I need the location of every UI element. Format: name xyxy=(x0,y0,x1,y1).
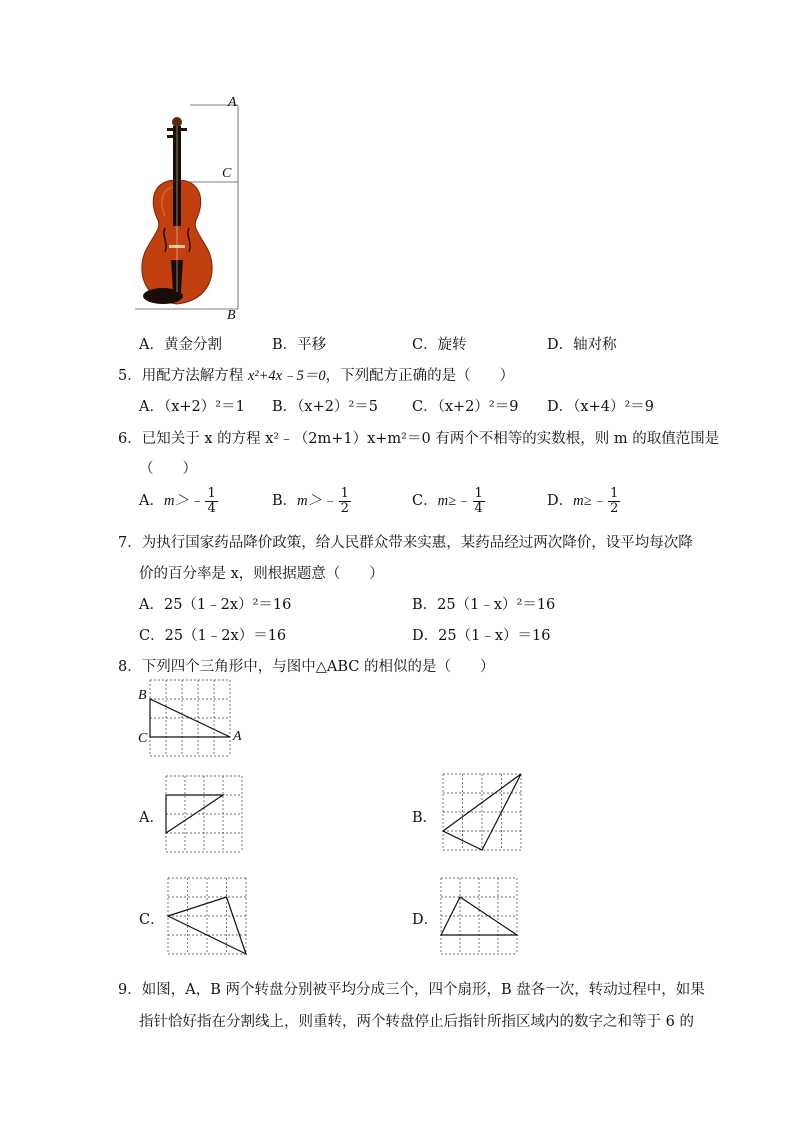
fraction: $\frac{1}{4}$ xyxy=(474,486,483,516)
q8-option-c[interactable]: C． xyxy=(139,912,165,928)
triangle-abc-grid xyxy=(150,680,250,760)
triangle-label-b: B xyxy=(138,688,147,703)
q7-option-a[interactable]: A．25（1﹣2x）²＝16 xyxy=(139,597,292,613)
q7-option-d[interactable]: D．25（1﹣x）＝16 xyxy=(412,628,551,644)
question-7-line1: 7．为执行国家药品降价政策，给人民群众带来实惠，某药品经过两次降价，设平均每次降 xyxy=(118,535,693,551)
q8-option-c-figure xyxy=(168,878,258,958)
question-6-line1: 6．已知关于 x 的方程 x²﹣（2m+1）x+m²＝0 有两个不相等的实数根，则 m 的取值范围是 xyxy=(118,431,720,447)
violin-image xyxy=(135,100,255,320)
q8-option-a[interactable]: A． xyxy=(139,810,164,826)
question-5-stem: 5．用配方法解方程 x²+4x﹣5＝0，下列配方正确的是（ ） xyxy=(118,368,515,384)
q8-option-d[interactable]: D． xyxy=(412,912,439,928)
q5-option-c[interactable]: C．（x+2）²＝9 xyxy=(412,399,519,415)
q4-option-a[interactable]: A．黄金分割 xyxy=(139,337,222,353)
q8-option-d-figure xyxy=(441,878,531,958)
question-8-stem: 8．下列四个三角形中，与图中△ABC 的相似的是（ ） xyxy=(118,659,495,675)
triangle-label-c: C xyxy=(138,731,148,746)
question-9-line2: 指针恰好指在分割线上，则重转，两个转盘停止后指针所指区域内的数字之和等于 6 的 xyxy=(139,1014,694,1030)
question-9-line1: 9．如图，A，B 两个转盘分别被平均分成三个，四个扇形，B 盘各一次，转动过程中，如果 xyxy=(118,982,705,998)
violin-label-b: B xyxy=(227,308,236,323)
q6-option-a[interactable]: A．m＞﹣ $\frac{1}{4}$ xyxy=(139,486,216,516)
q8-option-a-figure xyxy=(166,776,246,856)
q5-option-b[interactable]: B．（x+2）²＝5 xyxy=(272,399,378,415)
q4-option-c[interactable]: C．旋转 xyxy=(412,337,467,353)
q8-option-b-figure xyxy=(443,774,533,854)
fraction: $\frac{1}{2}$ xyxy=(610,486,619,516)
q5-option-d[interactable]: D．（x+4）²＝9 xyxy=(547,399,654,415)
q4-option-d[interactable]: D．轴对称 xyxy=(547,337,617,353)
fraction: $\frac{1}{4}$ xyxy=(207,486,216,516)
q7-option-c[interactable]: C．25（1﹣2x）＝16 xyxy=(139,628,287,644)
q7-option-b[interactable]: B．25（1﹣x）²＝16 xyxy=(412,597,556,613)
triangle-label-a: A xyxy=(233,729,242,744)
q8-option-b[interactable]: B． xyxy=(412,810,438,826)
q4-option-b[interactable]: B．平移 xyxy=(272,337,327,353)
q6-option-c[interactable]: C．m≥﹣ $\frac{1}{4}$ xyxy=(412,486,483,516)
q6-option-d[interactable]: D．m≥﹣ $\frac{1}{2}$ xyxy=(547,486,619,516)
q6-option-b[interactable]: B．m＞﹣ $\frac{1}{2}$ xyxy=(272,486,349,516)
violin-label-c: C xyxy=(222,166,232,181)
question-7-line2: 价的百分率是 x，则根据题意（ ） xyxy=(139,566,384,582)
fraction: $\frac{1}{2}$ xyxy=(340,486,349,516)
question-6-line2: （ ） xyxy=(139,461,197,477)
q5-option-a[interactable]: A．（x+2）²＝1 xyxy=(139,399,245,415)
violin-label-a: A xyxy=(228,95,237,110)
